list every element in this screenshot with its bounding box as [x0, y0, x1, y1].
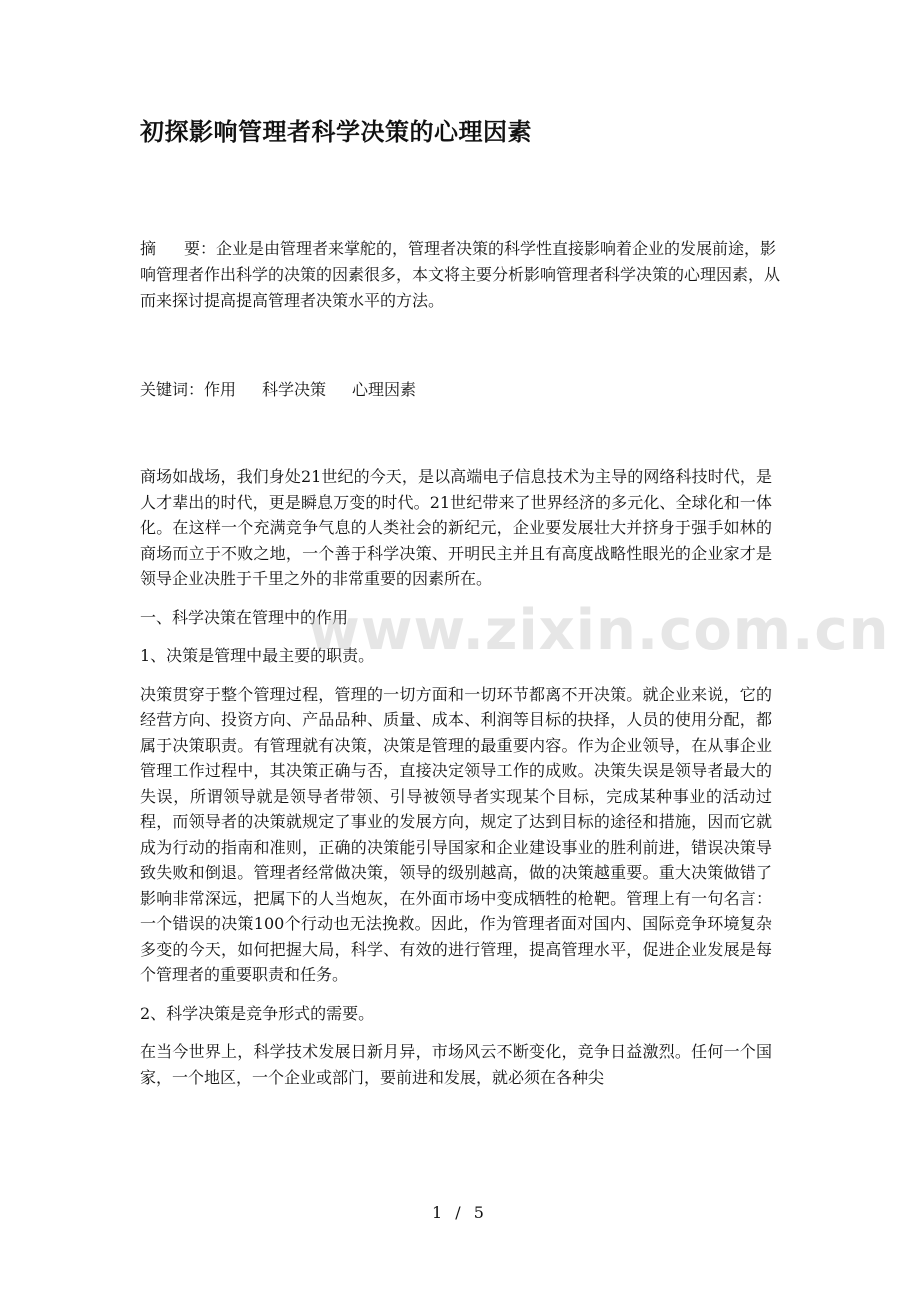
abstract-text: 企业是由管理者来掌舵的，管理者决策的科学性直接影响着企业的发展前途，影响管理者作出科学的决策的因素很多，本文将主要分析影响管理者科学决策的心理因素，从而来探讨提高提高管理者决策水平的方法。: [140, 239, 781, 310]
keyword-item: 作用: [204, 380, 237, 399]
abstract-label-b: 要：: [184, 239, 217, 258]
section-heading-1: 一、科学决策在管理中的作用: [140, 607, 349, 627]
document-title: 初探影响管理者科学决策的心理因素: [140, 117, 532, 146]
abstract: [140, 236, 780, 314]
keywords: [140, 377, 780, 403]
subsection-heading-1: 1、决策是管理中最主要的职责。: [140, 646, 375, 665]
abstract-label-a: 摘: [140, 239, 157, 258]
keyword-item: 心理因素: [352, 380, 417, 399]
body-paragraph: 决策贯穿于整个管理过程，管理的一切方面和一切环节都离不开决策。就企业来说，它的经营方向、投资方向、产品品种、质量、成本、利润等目标的抉择，人员的使用分配，都属于决策职责。有管理就有决策，决策是管理的最重要内容。作为企业领导，在从事企业管理工作过程中，其决策正确与否，直接决定领导工作的成败。决策失误是领导者最大的失误，所谓领导就是领导者带领、引导被领导者实现某个目标，完成某种事业的活动过程，而领导者的决策就规定了事业的发展方向，规定了达到目标的途径和措施，因而它就成为行动的指南和准则，正确的决策能引导国家和企业建设事业的胜利前进，错误决策导致失败和倒退。管理者经常做决策，领导的级别越高，做的决策越重要。重大决策做错了影响非常深远，把属下的人当炮灰，在外面市场中变成牺牲的枪靶。管理上有一句名言：一个错误的决策100个行动也无法挽救。因此，作为管理者面对国内、国际竞争环境复杂多变的今天，如何把握大局，科学、有效的进行管理，提高管理水平，促进企业发展是每个管理者的重要职责和任务。: [140, 684, 772, 984]
body-paragraph: 在当今世界上，科学技术发展日新月异，市场风云不断变化，竞争日益激烈。任何一个国家，一个地区，一个企业或部门，要前进和发展，就必须在各种尖: [140, 1042, 772, 1087]
body-text: [140, 464, 890, 1103]
intro-paragraph: 商场如战场，我们身处21世纪的今天，是以高端电子信息技术为主导的网络科技时代，是人才辈出的时代，更是瞬息万变的时代。21世纪带来了世界经济的多元化、全球化和一体化。在这样一个充满竞争气息的人类社会的新纪元，企业要发展壮大并挤身于强手如林的商场而立于不败之地，一个善于科学决策、开明民主并且有高度战略性眼光的企业家才是领导企业决胜于千里之外的非常重要的因素所在。: [140, 467, 772, 588]
keywords-label: 关键词：: [140, 380, 205, 399]
keyword-item: 科学决策: [262, 380, 327, 399]
page-number: 1 / 5: [432, 1203, 488, 1222]
watermark: www.zixin.com.cn: [308, 598, 890, 663]
subsection-heading-2: 2、科学决策是竞争形式的需要。: [140, 1003, 375, 1023]
